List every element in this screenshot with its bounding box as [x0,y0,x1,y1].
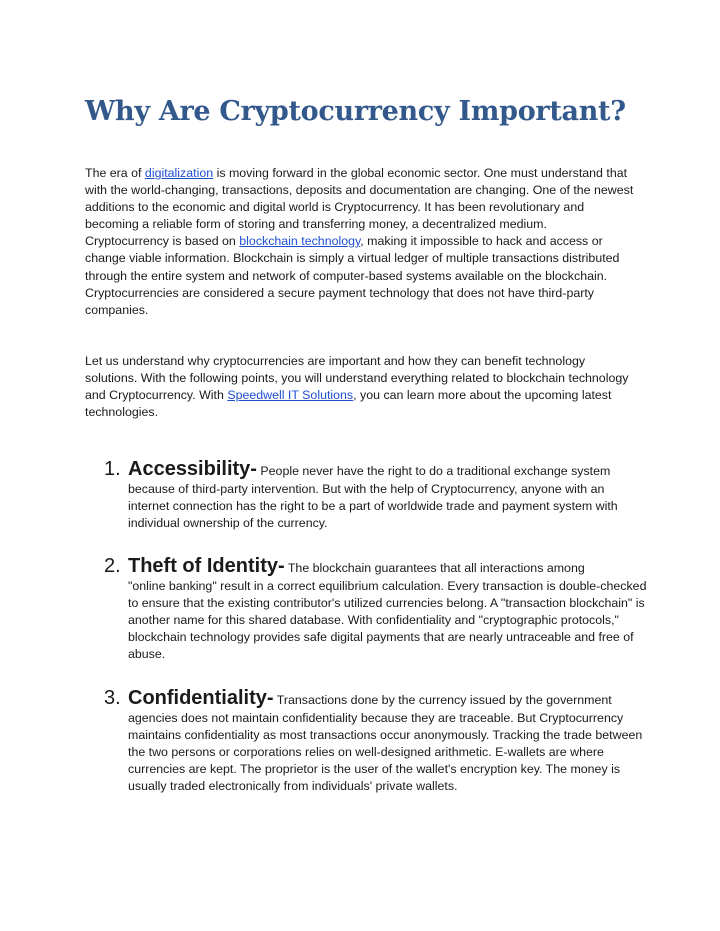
list-item-accessibility [104,457,649,532]
text-span: is moving forward in the global economic sector. One must understand that with the world-changing, transactions, deposits and documentation are changing. One of the newest additions to the economic and digital world is Cryptocurrency. It has been revolutionary and becoming a reliable form of storing and transferring money, a decentralized medium. [85,166,634,232]
point-body: "online banking" result in a correct equilibrium calculation. Every transaction is double-checked to ensure that the existing contributor's utilized currencies belong. A "transaction blockchain" is another name for this shared database. With confidentiality and "cryptographic protocols," blockchain technology provides safe digital payments that are nearly untraceable and free of abuse. [128,579,647,662]
point-title: Accessibility- [128,458,257,480]
intro-paragraph-1 [85,165,640,233]
point-title: Confidentiality- [128,687,274,709]
list-number: 1. [104,458,121,480]
list-number: 3. [104,687,121,709]
page-title: Why Are Cryptocurrency Important? [85,96,626,127]
intro-paragraph-3 [85,353,640,421]
intro-paragraphs [85,165,640,319]
text-span: , you can learn more about the upcoming latest technologies. [85,388,612,420]
intro-paragraph-2 [85,233,640,318]
point-lead: The blockchain guarantees that all interactions among [284,561,585,575]
point-body: agencies does not maintain confidentiality because they are traceable. But Cryptocurrency maintains confidentiality as most transactions occur anonymously. Tracking the trade between the two persons or corporations relies on well-designed arithmetic. E-wallets are where currencies are kept. The proprietor is the user of the wallet's encryption key. The money is usually traded electronically from individuals' private wallets. [128,711,643,794]
text-span: Cryptocurrency is based on [85,234,240,249]
list-number: 2. [104,555,121,577]
point-body: because of third-party intervention. But with the help of Cryptocurrency, anyone with an internet connection has the right to be a part of worldwide trade and payment system with individual ownership of the currency. [128,482,618,531]
text-span: The era of [85,166,145,180]
text-span: , making it impossible to hack and access or change viable information. Blockchain is simply a virtual ledger of multiple transactions distributed through the entire system and network of computer-based systems available on the blockchain. Cryptocurrencies are considered a secure payment technology that does not have third-party companies. [85,234,620,317]
point-lead: People never have the right to do a traditional exchange system [256,464,611,478]
intro-paragraph-3-block [85,353,640,421]
point-title: Theft of Identity- [128,555,285,577]
speedwell-it-solutions-link[interactable]: Speedwell IT Solutions [227,388,354,403]
list-item-confidentiality [104,686,649,795]
digitalization-link[interactable]: digitalization [144,166,214,180]
list-item-theft-of-identity [104,554,649,663]
blockchain-technology-link[interactable]: blockchain technology [239,234,361,249]
text-span: Let us understand why cryptocurrencies are important and how they can benefit technology solutions. With the following points, you will understand everything related to blockchain technology and Cryptocurrency. With [85,354,629,403]
point-lead: Transactions done by the currency issued by the government [273,693,612,707]
